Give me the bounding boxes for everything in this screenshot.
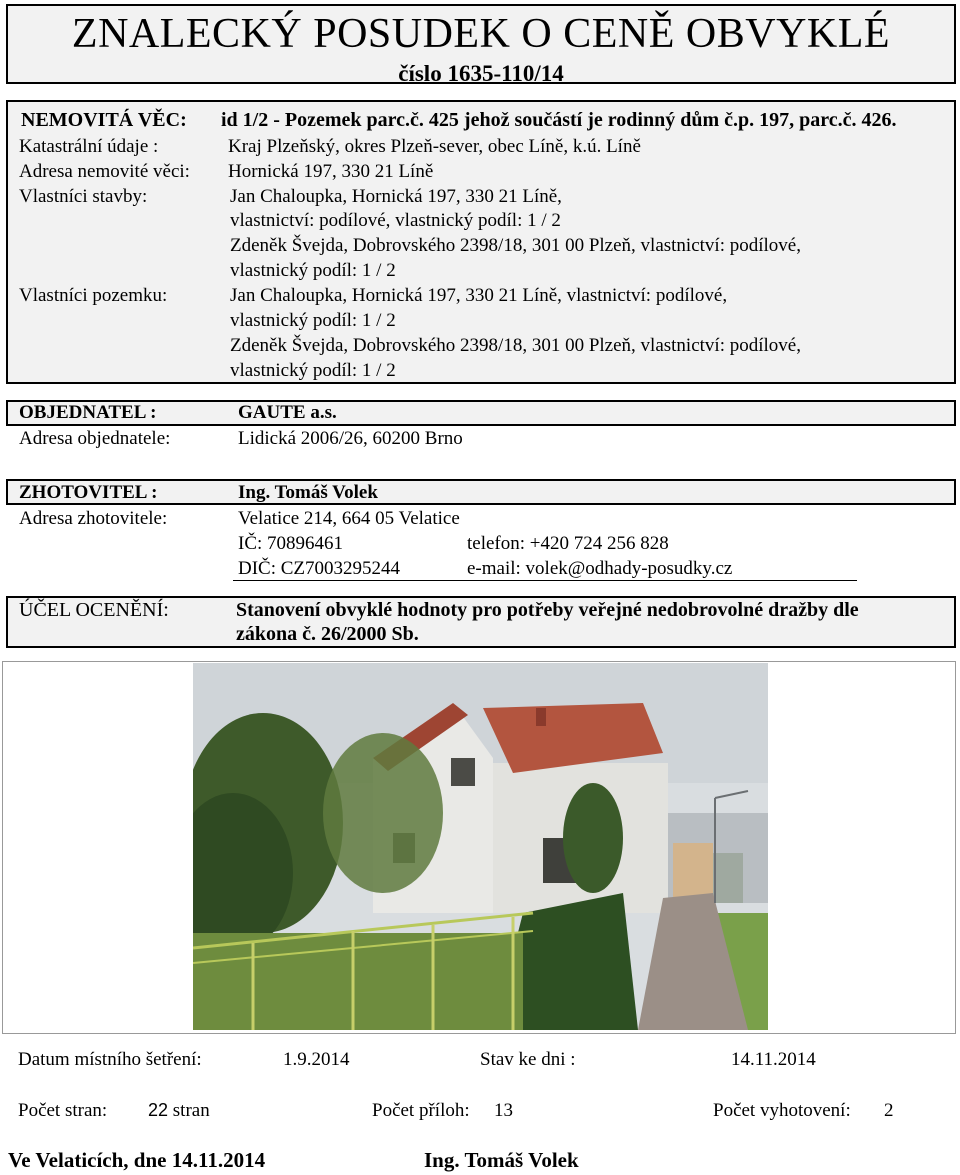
purpose-label: ÚČEL OCENĚNÍ:	[19, 599, 169, 621]
client-name: GAUTE a.s.	[238, 402, 337, 423]
attachments-label: Počet příloh:	[372, 1100, 470, 1121]
client-address: Lidická 2006/26, 60200 Brno	[238, 428, 463, 449]
cadastral-value: Kraj Plzeňský, okres Plzeň-sever, obec Líně, k.ú. Líně	[228, 136, 641, 157]
building-owner-line: vlastnický podíl: 1 / 2	[230, 260, 396, 281]
land-owner-line: vlastnický podíl: 1 / 2	[230, 310, 396, 331]
inspection-date-label: Datum místního šetření:	[18, 1049, 202, 1070]
contractor-underline	[233, 580, 857, 581]
attachments-count: 13	[494, 1100, 513, 1121]
contractor-label: ZHOTOVITEL :	[19, 482, 158, 503]
state-date-label: Stav ke dni :	[480, 1049, 576, 1070]
land-owner-line: vlastnický podíl: 1 / 2	[230, 360, 396, 381]
contractor-dic: DIČ: CZ7003295244	[238, 558, 401, 579]
page-count: 22	[148, 1100, 169, 1120]
document-title: ZNALECKÝ POSUDEK O CENĚ OBVYKLÉ	[71, 11, 891, 57]
state-date: 14.11.2014	[731, 1049, 816, 1070]
land-owner-line: Jan Chaloupka, Hornická 197, 330 21 Líně, vlastnictví: podílové,	[230, 285, 728, 306]
building-owner-line: Zdeněk Švejda, Dobrovského 2398/18, 301 00 Plzeň, vlastnictví: podílové,	[230, 235, 801, 256]
document-number: číslo 1635-110/14	[398, 61, 564, 86]
page-count-label: Počet stran:	[18, 1100, 108, 1121]
building-owners-label: Vlastníci stavby:	[19, 186, 148, 207]
page-count-unit: stran	[172, 1100, 210, 1121]
client-address-label: Adresa objednatele:	[19, 428, 171, 449]
land-owners-label: Vlastníci pozemku:	[19, 285, 168, 306]
contractor-phone: telefon: +420 724 256 828	[467, 533, 669, 554]
address-value: Hornická 197, 330 21 Líně	[228, 161, 434, 182]
property-label: NEMOVITÁ VĚC:	[21, 109, 187, 131]
address-label: Adresa nemovité věci:	[19, 161, 190, 182]
building-owner-line: vlastnictví: podílové, vlastnický podíl: 1 / 2	[230, 210, 561, 231]
signature: Ing. Tomáš Volek	[424, 1148, 579, 1172]
contractor-ic: IČ: 70896461	[238, 533, 344, 554]
contractor-address-label: Adresa zhotovitele:	[19, 508, 168, 529]
contractor-email: e-mail: volek@odhady-posudky.cz	[467, 558, 733, 579]
building-owner-line: Jan Chaloupka, Hornická 197, 330 21 Líně,	[230, 186, 562, 207]
purpose-line: Stanovení obvyklé hodnoty pro potřeby veřejné nedobrovolné dražby dle	[236, 599, 859, 621]
copies-label: Počet vyhotovení:	[713, 1100, 851, 1121]
header-box	[6, 4, 956, 84]
property-value: id 1/2 - Pozemek parc.č. 425 jehož součástí je rodinný dům č.p. 197, parc.č. 426.	[221, 109, 897, 131]
contractor-address: Velatice 214, 664 05 Velatice	[238, 508, 460, 529]
house-photo	[193, 663, 768, 1030]
client-label: OBJEDNATEL :	[19, 402, 157, 423]
inspection-date: 1.9.2014	[283, 1049, 350, 1070]
place-date: Ve Velaticích, dne 14.11.2014	[8, 1148, 266, 1172]
cadastral-label: Katastrální údaje :	[19, 136, 159, 157]
land-owner-line: Zdeněk Švejda, Dobrovského 2398/18, 301 00 Plzeň, vlastnictví: podílové,	[230, 335, 801, 356]
contractor-name: Ing. Tomáš Volek	[238, 482, 378, 503]
purpose-line: zákona č. 26/2000 Sb.	[236, 623, 419, 645]
copies-count: 2	[884, 1100, 894, 1121]
